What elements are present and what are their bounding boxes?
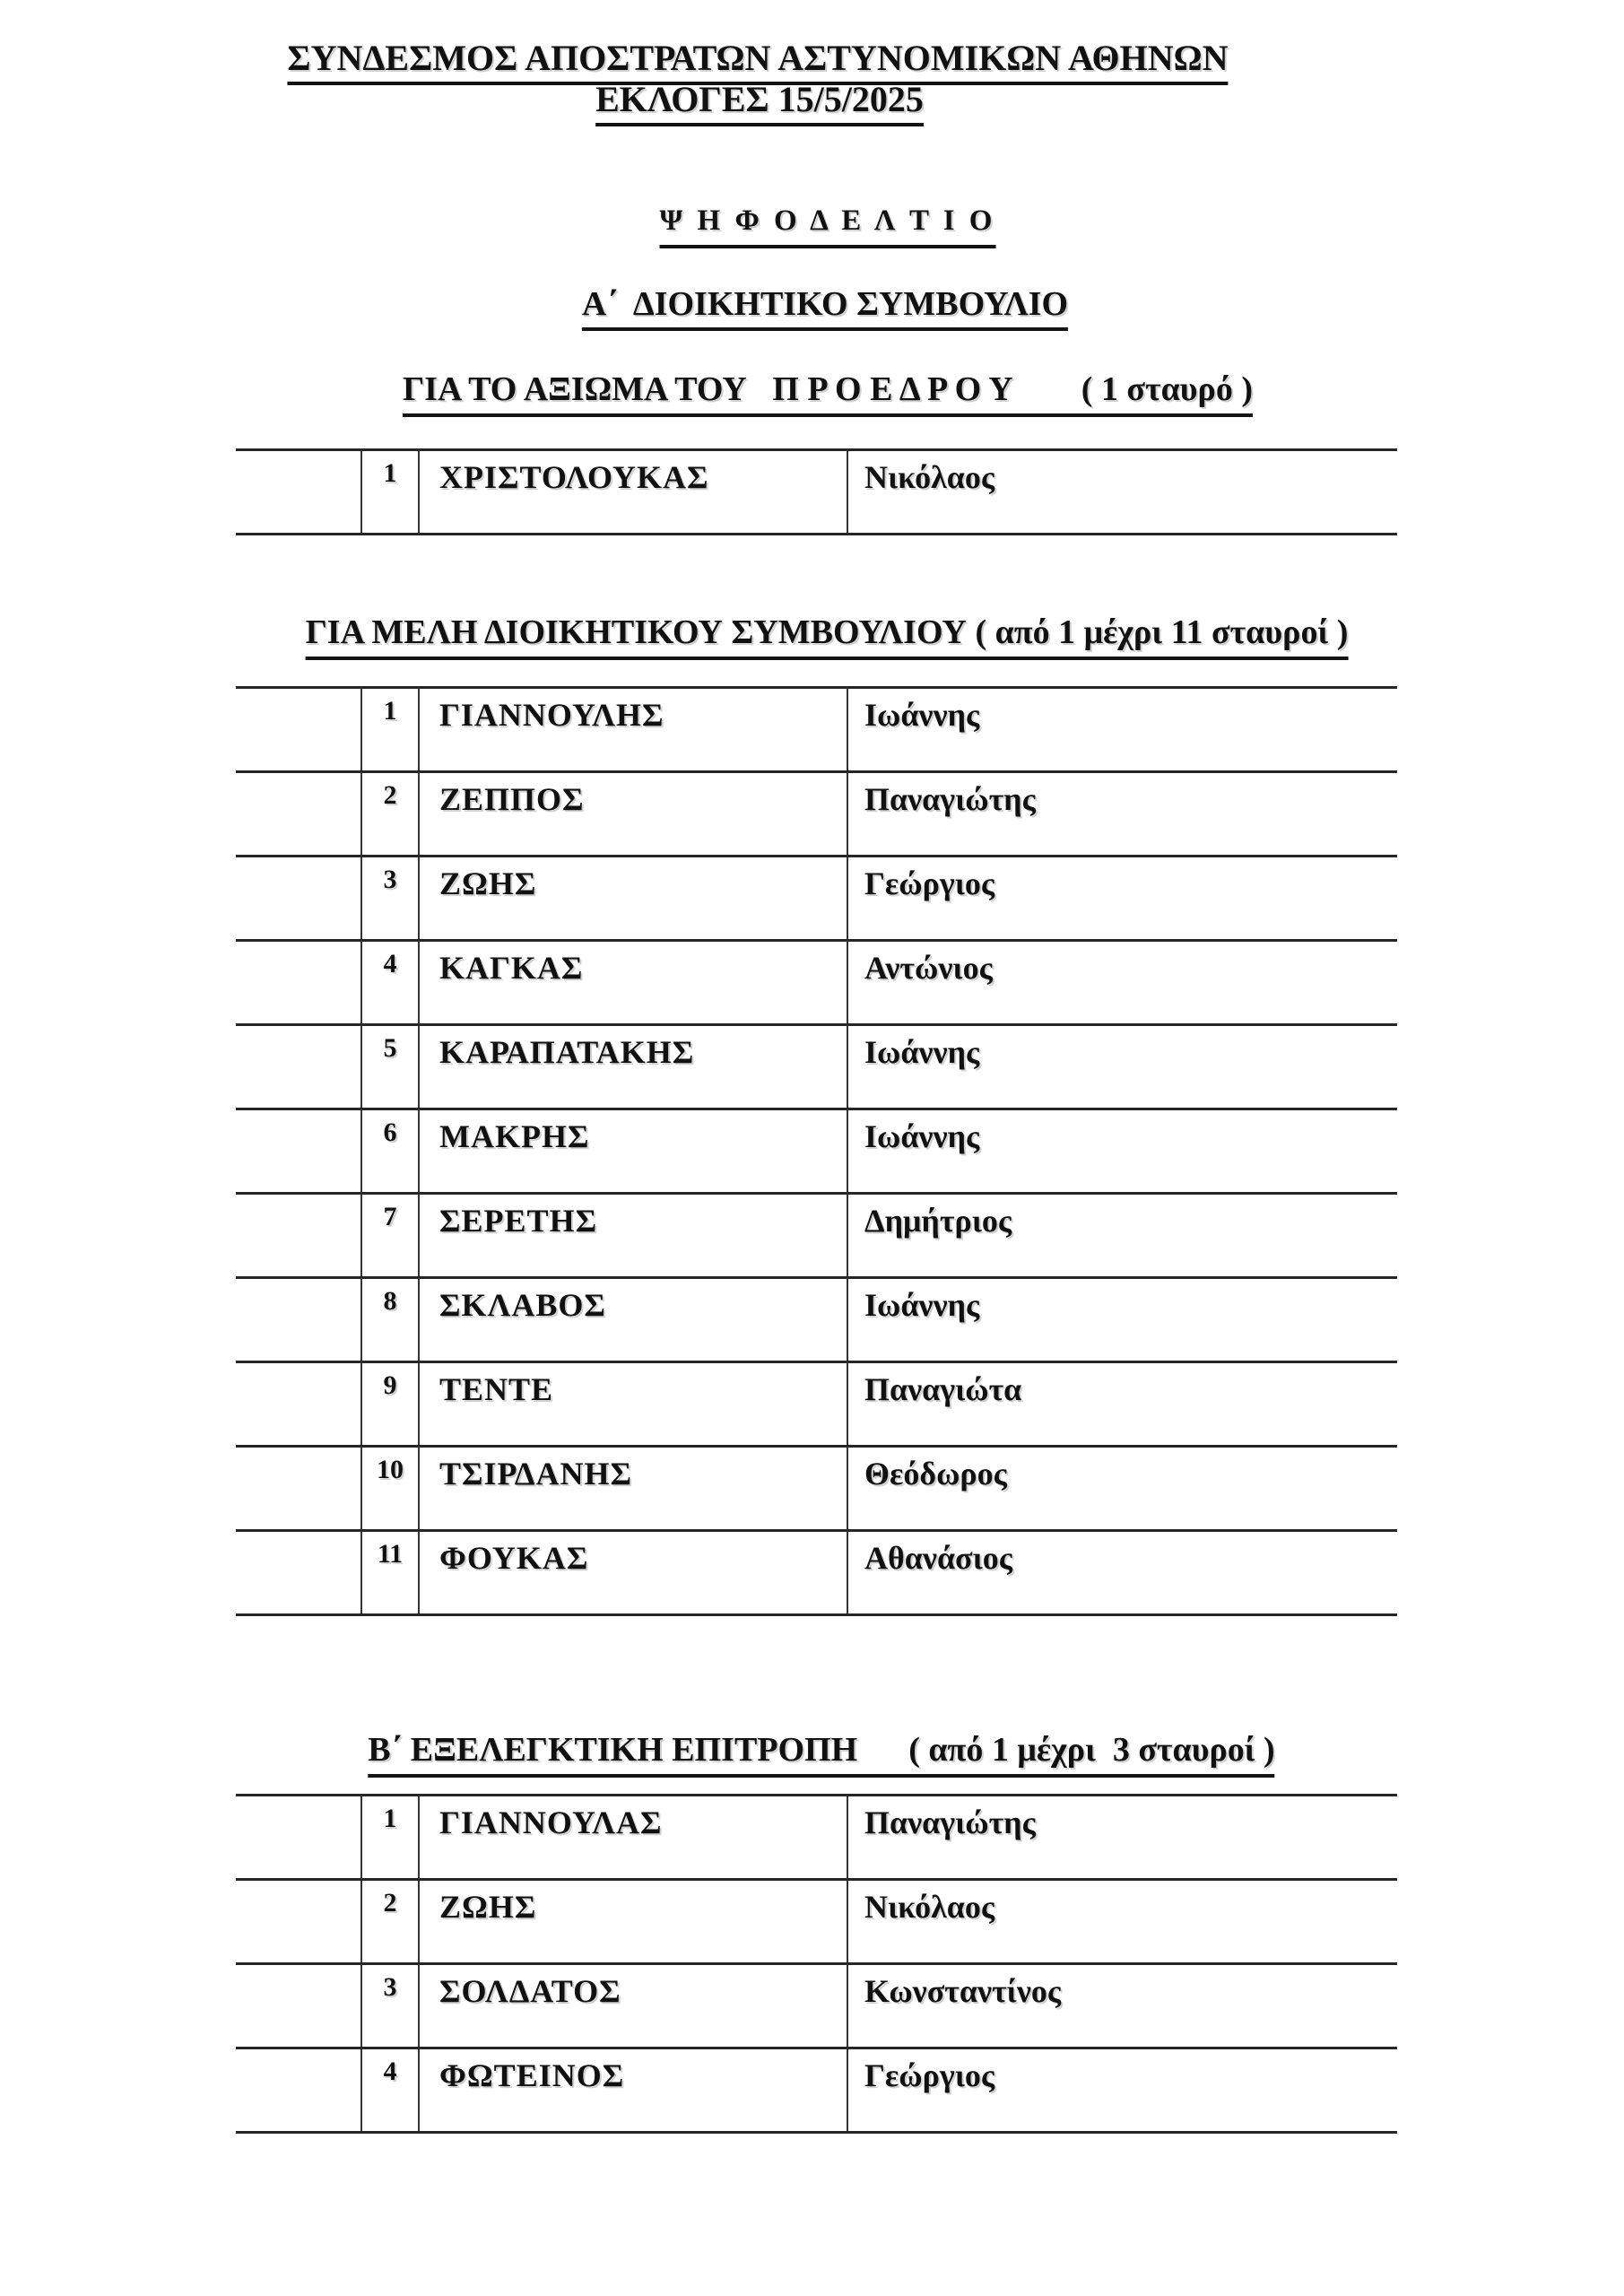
candidate-firstname: Ιωάννης	[847, 1108, 1397, 1192]
president-office-heading: ΓΙΑ ΤΟ ΑΞΙΩΜΑ ΤΟΥ Π Ρ Ο Ε Δ Ρ Ο Υ ( 1 σταυρό )	[403, 370, 1253, 417]
candidate-number: 2	[360, 1878, 420, 1962]
vote-mark-cell[interactable]	[236, 1794, 360, 1878]
candidate-number: 1	[360, 686, 420, 770]
candidate-firstname: Γεώργιος	[847, 2047, 1397, 2131]
candidate-number: 4	[360, 939, 420, 1023]
candidate-surname: ΣΟΛΔΑΤΟΣ	[420, 1962, 847, 2047]
candidate-number: 1	[360, 448, 420, 533]
candidate-surname: ΧΡΙΣΤΟΛΟΥΚΑΣ	[420, 448, 847, 533]
vote-mark-cell[interactable]	[236, 2047, 360, 2131]
vote-mark-cell[interactable]	[236, 770, 360, 855]
board-members-heading: ΓΙΑ ΜΕΛΗ ΔΙΟΙΚΗΤΙΚΟΥ ΣΥΜΒΟΥΛΙΟΥ ( από 1 μέχρι 11 σταυροί )	[306, 613, 1349, 660]
vote-mark-cell[interactable]	[236, 686, 360, 770]
vote-mark-cell[interactable]	[236, 855, 360, 939]
association-title: ΣΥΝΔΕΣΜΟΣ ΑΠΟΣΤΡΑΤΩΝ ΑΣΤΥΝΟΜΙΚΩΝ ΑΘΗΝΩΝ	[287, 38, 1228, 85]
candidate-firstname: Παναγιώτης	[847, 1794, 1397, 1878]
candidate-surname: ΖΩΗΣ	[420, 1878, 847, 1962]
candidate-firstname: Δημήτριος	[847, 1192, 1397, 1276]
candidate-number: 1	[360, 1794, 420, 1878]
candidate-number: 4	[360, 2047, 420, 2131]
vote-mark-cell[interactable]	[236, 1108, 360, 1192]
candidate-surname: ΓΙΑΝΝΟΥΛΗΣ	[420, 686, 847, 770]
vote-mark-cell[interactable]	[236, 1361, 360, 1445]
candidate-firstname: Ιωάννης	[847, 1276, 1397, 1361]
candidate-firstname: Παναγιώτα	[847, 1361, 1397, 1445]
candidate-surname: ΖΕΠΠΟΣ	[420, 770, 847, 855]
candidate-surname: ΚΑΓΚΑΣ	[420, 939, 847, 1023]
vote-mark-cell[interactable]	[236, 1023, 360, 1108]
candidate-number: 5	[360, 1023, 420, 1108]
ballot-title: Ψ Η Φ Ο Δ Ε Λ Τ Ι Ο	[660, 204, 996, 248]
president-candidates-table	[236, 448, 1397, 535]
candidate-surname: ΖΩΗΣ	[420, 855, 847, 939]
candidate-number: 3	[360, 855, 420, 939]
audit-committee-candidates-table	[236, 1794, 1397, 2134]
vote-mark-cell[interactable]	[236, 1192, 360, 1276]
candidate-surname: ΦΩΤΕΙΝΟΣ	[420, 2047, 847, 2131]
election-date-title: ΕΚΛΟΓΕΣ 15/5/2025	[595, 79, 924, 126]
audit-committee-heading: Β΄ ΕΞΕΛΕΓΚΤΙΚΗ ΕΠΙΤΡΟΠΗ ( από 1 μέχρι 3 σταυροί )	[368, 1731, 1274, 1778]
candidate-surname: ΤΣΙΡΔΑΝΗΣ	[420, 1445, 847, 1529]
candidate-number: 3	[360, 1962, 420, 2047]
candidate-firstname: Αθανάσιος	[847, 1529, 1397, 1613]
candidate-firstname: Αντώνιος	[847, 939, 1397, 1023]
candidate-firstname: Γεώργιος	[847, 855, 1397, 939]
candidate-firstname: Κωνσταντίνος	[847, 1962, 1397, 2047]
candidate-number: 2	[360, 770, 420, 855]
vote-mark-cell[interactable]	[236, 1962, 360, 2047]
candidate-number: 9	[360, 1361, 420, 1445]
candidate-firstname: Παναγιώτης	[847, 770, 1397, 855]
candidate-number: 8	[360, 1276, 420, 1361]
vote-mark-cell[interactable]	[236, 1276, 360, 1361]
vote-mark-cell[interactable]	[236, 1445, 360, 1529]
vote-mark-cell[interactable]	[236, 939, 360, 1023]
candidate-number: 10	[360, 1445, 420, 1529]
vote-mark-cell[interactable]	[236, 1529, 360, 1613]
candidate-surname: ΣΚΛΑΒΟΣ	[420, 1276, 847, 1361]
candidate-surname: ΤΕΝΤΕ	[420, 1361, 847, 1445]
candidate-firstname: Νικόλαος	[847, 1878, 1397, 1962]
candidate-number: 11	[360, 1529, 420, 1613]
vote-mark-cell[interactable]	[236, 1878, 360, 1962]
candidate-surname: ΣΕΡΕΤΗΣ	[420, 1192, 847, 1276]
candidate-surname: ΚΑΡΑΠΑΤΑΚΗΣ	[420, 1023, 847, 1108]
candidate-firstname: Ιωάννης	[847, 1023, 1397, 1108]
board-section-heading: Α΄ ΔΙΟΙΚΗΤΙΚΟ ΣΥΜΒΟΥΛΙΟ	[582, 285, 1068, 331]
candidate-number: 7	[360, 1192, 420, 1276]
candidate-firstname: Νικόλαος	[847, 448, 1397, 533]
candidate-surname: ΓΙΑΝΝΟΥΛΑΣ	[420, 1794, 847, 1878]
vote-mark-cell[interactable]	[236, 448, 360, 533]
board-members-candidates-table	[236, 686, 1397, 1616]
candidate-firstname: Ιωάννης	[847, 686, 1397, 770]
candidate-surname: ΜΑΚΡΗΣ	[420, 1108, 847, 1192]
candidate-number: 6	[360, 1108, 420, 1192]
candidate-surname: ΦΟΥΚΑΣ	[420, 1529, 847, 1613]
candidate-firstname: Θεόδωρος	[847, 1445, 1397, 1529]
